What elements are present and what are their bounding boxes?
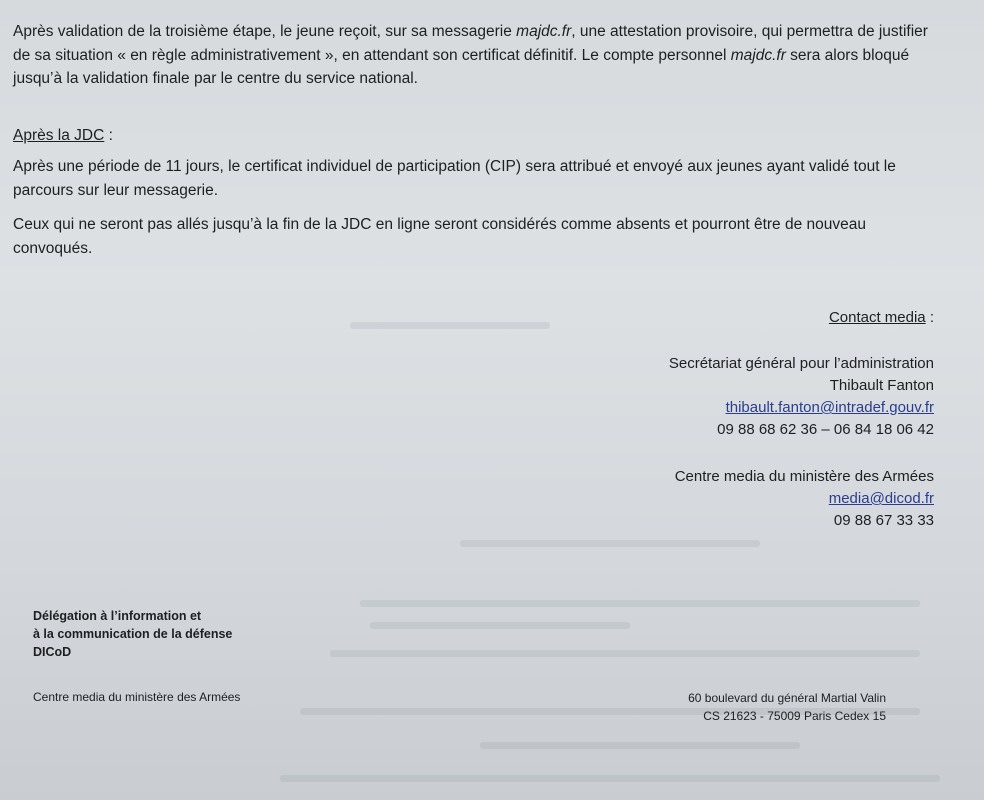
footer-org-acronym: DICoD	[33, 645, 72, 659]
footer-address	[688, 689, 886, 725]
paragraph-text: , une attestation provisoire, qui permettra de justifier de sa situation « en règle administrativement », en attendant son certificat définitif. Le compte personnel	[13, 23, 928, 64]
heading-after-jdc: Après la JDC	[13, 127, 105, 144]
bleed-mark	[480, 742, 800, 749]
paragraph-absents: Ceux qui ne seront pas allés jusqu’à la fin de la JDC en ligne seront considérés comme absents et pourront être de nouveau convoqués.	[13, 216, 866, 257]
site-name: majdc.fr	[516, 23, 572, 40]
bleed-mark	[350, 322, 550, 329]
contact-media	[675, 466, 934, 532]
footer-org-line: Délégation à l’information et	[33, 609, 202, 623]
paragraph-text: sera alors bloqué jusqu’à la validation finale par le centre du service national.	[13, 46, 910, 87]
footer-org-line: à la communication de la défense	[33, 627, 233, 641]
contact-org: Secrétariat général pour l’administration	[668, 355, 934, 372]
contact-person: Thibault Fanton	[829, 377, 934, 394]
contact-heading	[829, 307, 934, 329]
contact-sga	[669, 353, 934, 441]
bleed-mark	[360, 600, 920, 607]
contact-block	[829, 307, 934, 329]
bleed-mark	[330, 650, 920, 657]
contact-org: Centre media du ministère des Armées	[674, 468, 934, 485]
bleed-mark	[370, 622, 630, 629]
contact-email-link[interactable]: thibault.fanton@intradef.gouv.fr	[725, 399, 934, 416]
section-heading	[13, 124, 943, 148]
address-line: CS 21623 - 75009 Paris Cedex 15	[703, 709, 886, 723]
contact-phone: 09 88 67 33 33	[833, 512, 934, 529]
bleed-mark	[460, 540, 760, 547]
paragraph-text: Après validation de la troisième étape, le jeune reçoit, sur sa messagerie	[13, 23, 517, 40]
heading-suffix: :	[104, 127, 113, 144]
footer-organization	[33, 607, 232, 661]
site-name: majdc.fr	[730, 46, 786, 64]
footer-center-name: Centre media du ministère des Armées	[33, 690, 241, 704]
media-email-link[interactable]: media@dicod.fr	[828, 490, 934, 507]
bleed-mark	[280, 775, 940, 782]
contact-heading-suffix: :	[925, 309, 934, 326]
paragraph-attestation	[13, 20, 943, 91]
contact-phones: 09 88 68 62 36 – 06 84 18 06 42	[717, 421, 934, 438]
paragraph-certificate: Après une période de 11 jours, le certificat individuel de participation (CIP) sera attribué et envoyé aux jeunes ayant validé tout le parcours sur leur messagerie.	[13, 158, 896, 199]
contact-heading-label: Contact media	[828, 309, 926, 326]
address-line: 60 boulevard du général Martial Valin	[688, 691, 886, 705]
